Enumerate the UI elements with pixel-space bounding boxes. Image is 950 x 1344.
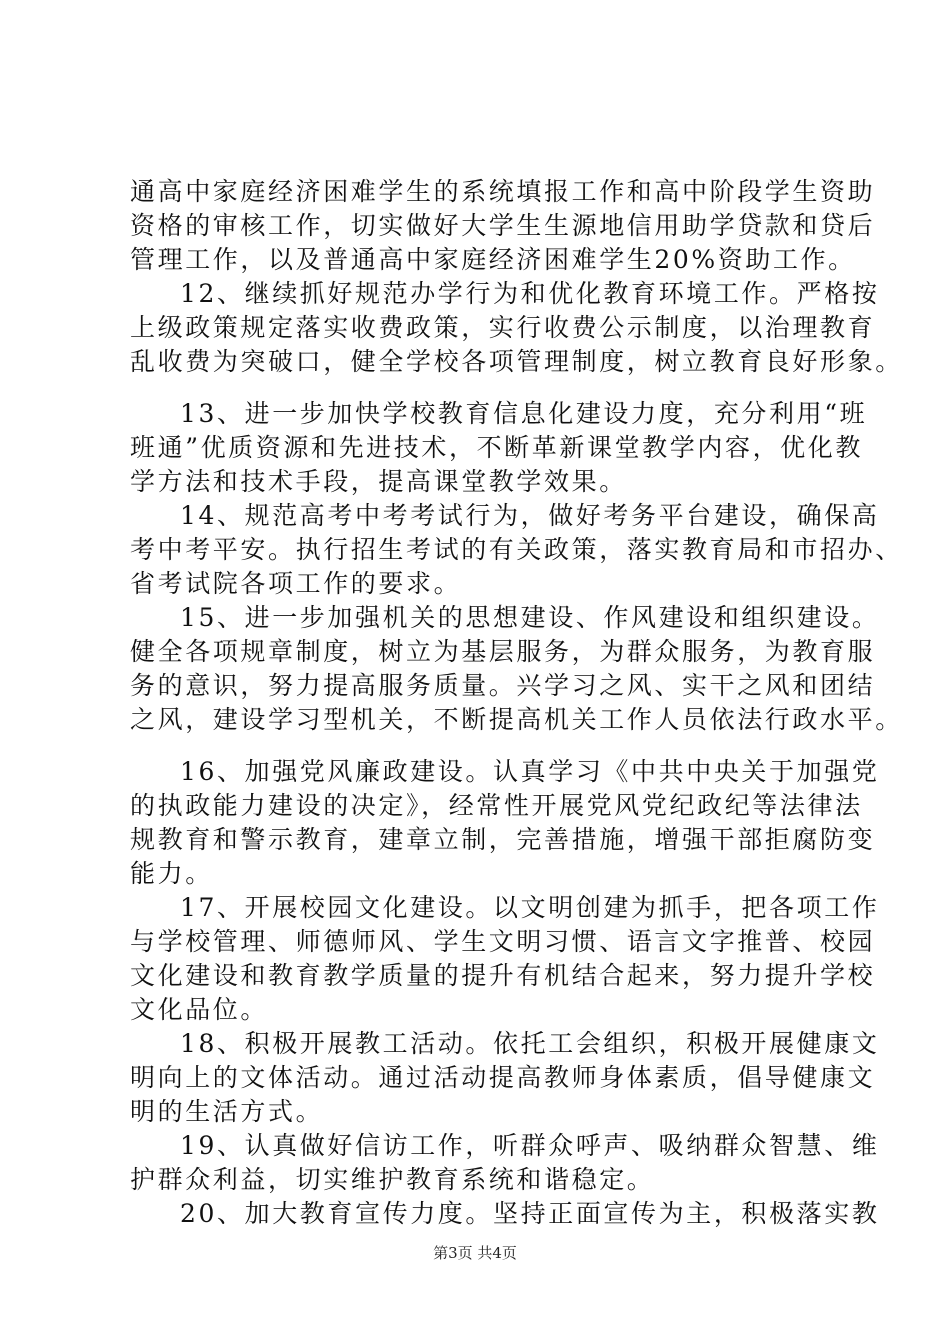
page-number-footer: 第3页 共4页: [433, 1244, 517, 1262]
paragraph-17-start: 17、开展校园文化建设。以文明创建为抓手，把各项工作: [180, 893, 880, 922]
text-line: 之风，建设学习型机关，不断提高机关工作人员依法行政水平。: [130, 705, 903, 734]
paragraph-18-start: 18、积极开展教工活动。依托工会组织，积极开展健康文: [180, 1029, 880, 1058]
text-line: 通高中家庭经济困难学生的系统填报工作和高中阶段学生资助: [130, 177, 876, 206]
text-line: 考中考平安。执行招生考试的有关政策，落实教育局和市招办、: [130, 535, 903, 564]
paragraph-13-start: 13、进一步加快学校教育信息化建设力度，充分利用“班: [180, 399, 868, 428]
text-line: 学方法和技术手段，提高课堂教学效果。: [130, 467, 627, 496]
text-line: 上级政策规定落实收费政策，实行收费公示制度，以治理教育: [130, 313, 876, 342]
text-line: 管理工作，以及普通高中家庭经济困难学生20%资助工作。: [130, 245, 856, 274]
text-line: 护群众利益，切实维护教育系统和谐稳定。: [130, 1165, 655, 1194]
text-line: 文化品位。: [130, 995, 269, 1024]
paragraph-12-start: 12、继续抓好规范办学行为和优化教育环境工作。严格按: [180, 279, 880, 308]
text-line: 的执政能力建设的决定》，经常性开展党风党纪政纪等法律法: [130, 791, 863, 820]
paragraph-20-start: 20、加大教育宣传力度。坚持正面宣传为主，积极落实教: [180, 1199, 880, 1228]
text-line: 务的意识，努力提高服务质量。兴学习之风、实干之风和团结: [130, 671, 876, 700]
paragraph-14-start: 14、规范高考中考考试行为，做好考务平台建设，确保高: [180, 501, 880, 530]
paragraph-15-start: 15、进一步加强机关的思想建设、作风建设和组织建设。: [180, 603, 880, 632]
text-line: 文化建设和教育教学质量的提升有机结合起来，努力提升学校: [130, 961, 876, 990]
text-line: 省考试院各项工作的要求。: [130, 569, 462, 598]
text-line: 班通”优质资源和先进技术，不断革新课堂教学内容，优化教: [130, 433, 863, 462]
text-line: 资格的审核工作，切实做好大学生生源地信用助学贷款和贷后: [130, 211, 876, 240]
text-line: 与学校管理、师德师风、学生文明习惯、语言文字推普、校园: [130, 927, 876, 956]
text-line: 能力。: [130, 859, 213, 888]
text-line: 乱收费为突破口，健全学校各项管理制度，树立教育良好形象。: [130, 347, 903, 376]
text-line: 明的生活方式。: [130, 1097, 324, 1126]
text-line: 明向上的文体活动。通过活动提高教师身体素质，倡导健康文: [130, 1063, 876, 1092]
paragraph-16-start: 16、加强党风廉政建设。认真学习《中共中央关于加强党: [180, 757, 880, 786]
paragraph-19-start: 19、认真做好信访工作，听群众呼声、吸纳群众智慧、维: [180, 1131, 880, 1160]
text-line: 规教育和警示教育，建章立制，完善措施，增强干部拒腐防变: [130, 825, 876, 854]
text-line: 健全各项规章制度，树立为基层服务，为群众服务，为教育服: [130, 637, 876, 666]
